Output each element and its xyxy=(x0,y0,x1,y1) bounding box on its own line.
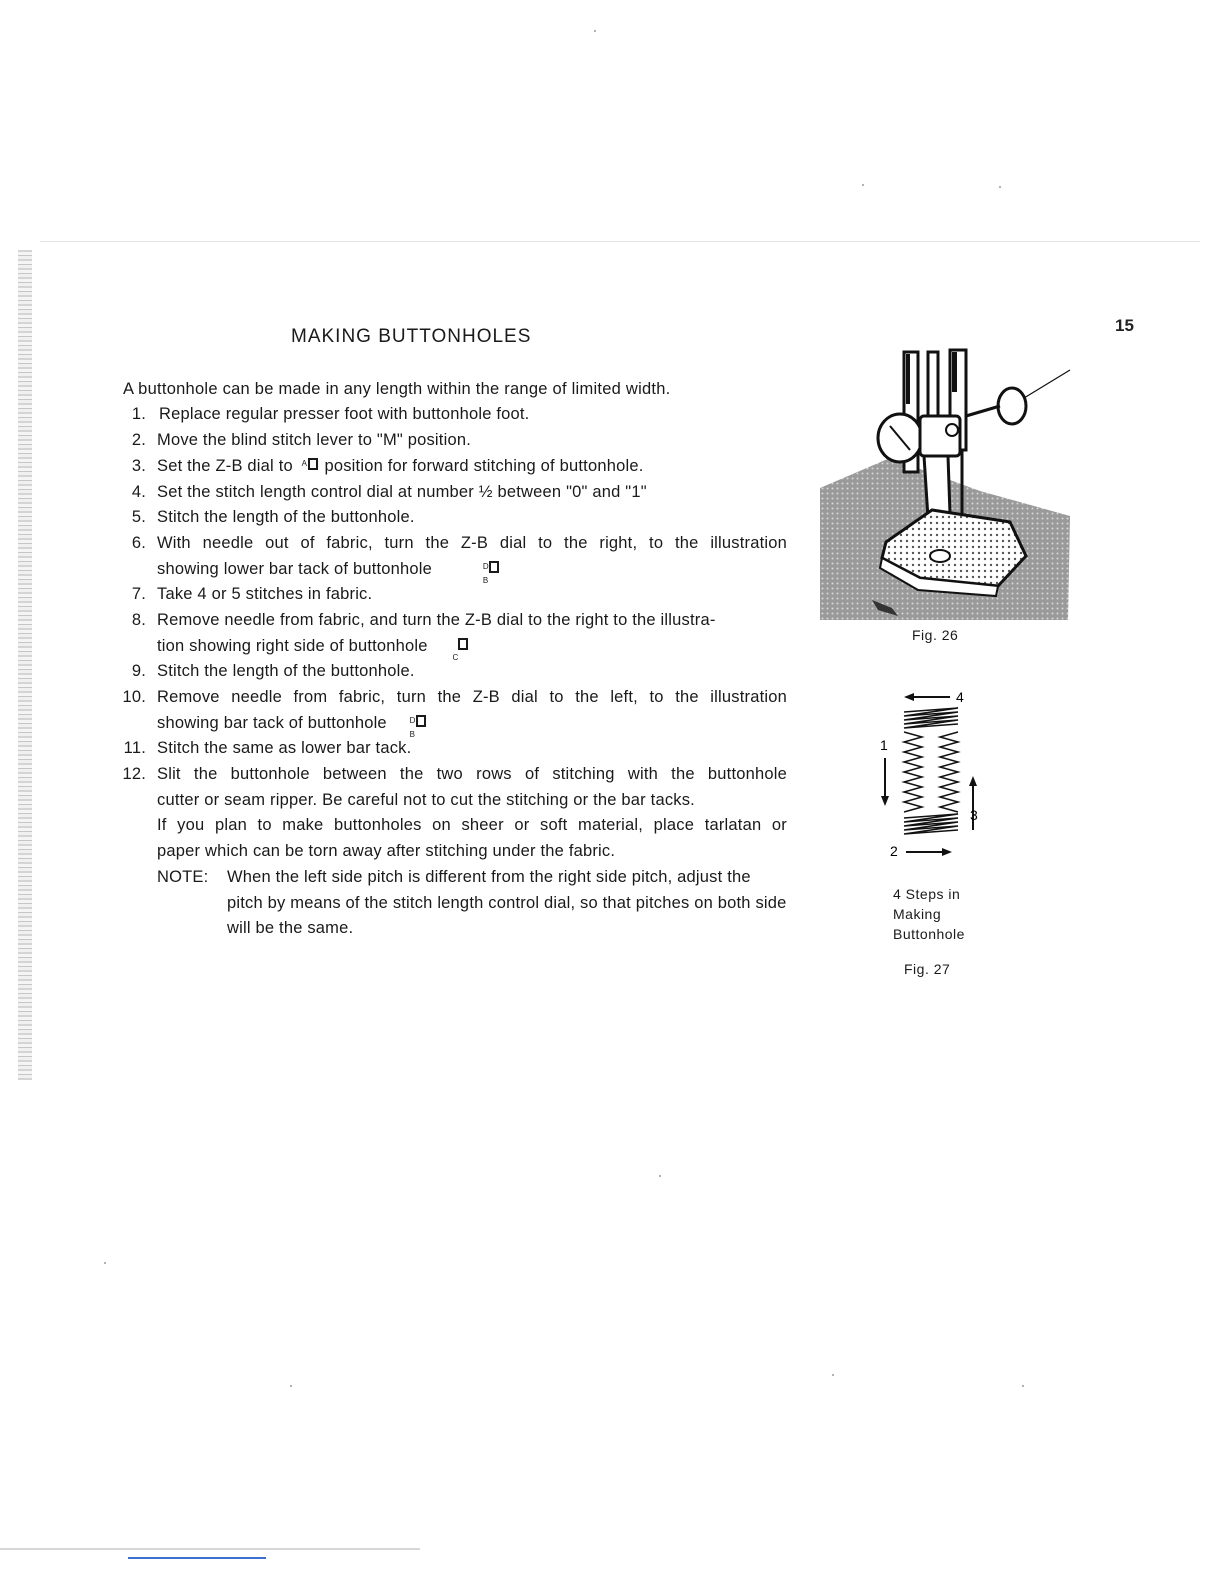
fig27-diagram xyxy=(870,684,990,864)
top-bar-tack xyxy=(904,708,958,728)
step-text: Remove needle from fabric, and turn the Z-B dial to the right to the illustra- xyxy=(157,611,716,629)
step-number: 12. xyxy=(122,765,146,783)
bottom-bar-tack xyxy=(904,814,958,834)
right-side-symbol: C xyxy=(452,637,470,653)
arrow-down-icon xyxy=(881,796,889,806)
fig27-caption: Fig. 27 xyxy=(904,961,951,977)
step-number: 1. xyxy=(131,405,146,423)
fig26-illustration xyxy=(820,346,1072,622)
step-text: Remove needle from fabric, turn the Z-B dial to the left, to the illustration xyxy=(157,688,787,706)
step-text: Replace regular presser foot with buttonhole foot. xyxy=(159,405,530,423)
page-top-rule xyxy=(40,241,1200,242)
scan-speck xyxy=(999,186,1001,188)
note-text: on both side will be the same. xyxy=(227,893,787,938)
step-text: cutter or seam ripper. Be careful not to cut the stitching or the bar tacks. xyxy=(157,790,695,809)
step-text: Stitch the same as lower bar tack. xyxy=(157,739,412,757)
bar-tack-symbol: D B xyxy=(410,714,428,730)
page-bottom-rule xyxy=(0,1548,420,1550)
scan-speck xyxy=(104,1262,106,1264)
step-number: 3. xyxy=(131,457,146,475)
step-text: With needle out of fabric, turn the Z-B dial to the right, to the illustration xyxy=(157,534,787,552)
step-number: 2. xyxy=(131,431,146,449)
step-number: 11. xyxy=(123,739,146,757)
scan-speck xyxy=(594,30,596,32)
step-label-2: 2 xyxy=(890,843,898,859)
page-number: 15 xyxy=(1115,316,1134,335)
fig27-description: 4 Steps in Making Buttonhole xyxy=(893,886,965,942)
scan-speck xyxy=(290,1385,292,1387)
step-text: showing bar tack of buttonhole xyxy=(157,713,387,732)
zb-dial-symbol: A xyxy=(302,457,320,473)
intro-paragraph: A buttonhole can be made in any length within the range of limited width. xyxy=(123,380,671,398)
scan-speck xyxy=(1022,1385,1024,1387)
wing-nut-icon xyxy=(998,388,1026,424)
step-text: Slit the buttonhole between the two rows of stitching with the buttonhole xyxy=(157,765,787,783)
step-label-3: 3 xyxy=(970,807,978,823)
step-number: 9. xyxy=(131,662,146,680)
step-label-4: 4 xyxy=(956,689,964,705)
section-title: MAKING BUTTONHOLES xyxy=(291,326,532,347)
scan-edge xyxy=(18,250,32,1080)
arrow-left-icon xyxy=(904,693,914,701)
step-text: tion showing right side of buttonhole xyxy=(157,636,428,655)
page-bottom-link-rule xyxy=(128,1557,266,1559)
step-number: 8. xyxy=(131,611,146,629)
step-number: 4. xyxy=(131,483,146,501)
step-text: Stitch the length of the buttonhole. xyxy=(157,662,415,680)
step-text: Set the stitch length control dial at number ½ between "0" and "1" xyxy=(157,483,647,501)
step-number: 5. xyxy=(131,508,146,526)
fig26-caption: Fig. 26 xyxy=(912,627,959,643)
step-text: showing lower bar tack of buttonhole xyxy=(157,559,433,578)
scan-speck xyxy=(659,1175,661,1177)
step-text: Stitch the length of the buttonhole. xyxy=(157,508,415,526)
arrow-right-icon xyxy=(942,848,952,856)
step-number: 6. xyxy=(131,534,146,552)
step-text: paper which can be torn away after stitching under the fabric. xyxy=(157,841,616,860)
arrow-up-icon xyxy=(969,776,977,786)
step-text: Move the blind stitch lever to "M" position. xyxy=(157,431,471,449)
step-number: 10. xyxy=(122,688,146,706)
left-zigzag xyxy=(904,732,922,812)
scan-speck xyxy=(862,184,864,186)
step-text: Take 4 or 5 stitches in fabric. xyxy=(157,585,373,603)
note-text: When the left side pitch is different from the right side pitch, adjust xyxy=(227,868,723,886)
step-text: Set the Z-B dial to xyxy=(157,457,293,475)
step-label-1: 1 xyxy=(880,737,888,753)
lower-bar-tack-symbol: D B xyxy=(483,560,501,576)
scan-speck xyxy=(832,1374,834,1376)
note-text: the pitch by means of the stitch length control dial, so that pitches xyxy=(227,868,751,912)
step-number: 7. xyxy=(131,585,146,603)
right-zigzag xyxy=(940,732,958,812)
step-text: position for forward stitching of buttonhole. xyxy=(324,457,644,475)
step-text: If you plan to make buttonholes on sheer or soft material, place tarlatan or xyxy=(157,816,787,835)
note-label: NOTE: xyxy=(157,868,209,886)
